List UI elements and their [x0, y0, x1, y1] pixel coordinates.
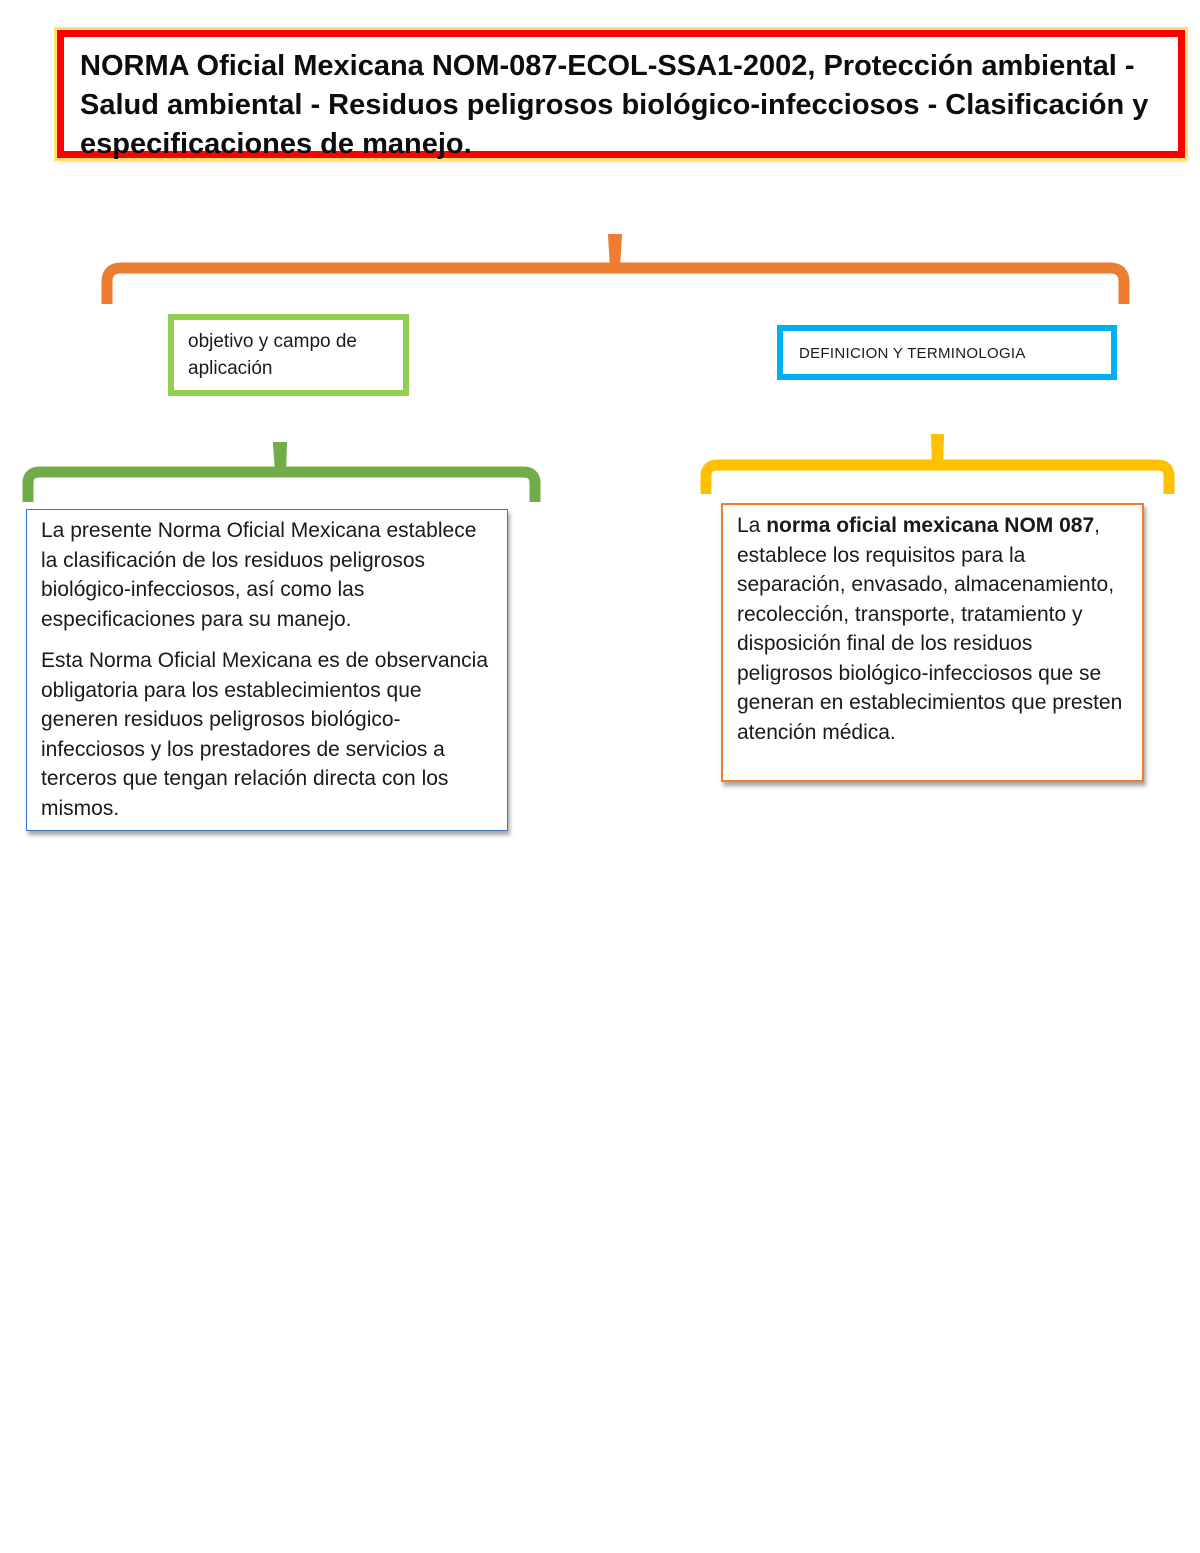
- definition-content-box: [721, 503, 1144, 782]
- diagram-title: NORMA Oficial Mexicana NOM-087-ECOL-SSA1-2002, Protección ambiental - Salud ambiental - Residuos peligrosos biológico-infecciosos - Clasificación y especificaciones de manejo.: [80, 50, 1149, 160]
- right-bracket: [706, 465, 1169, 494]
- objective-paragraph-2: Esta Norma Oficial Mexicana es de observancia obligatoria para los establecimientos que generen residuos peligrosos biológico-infecciosos y los prestadores de servicios a terceros que tengan relación directa con los mismos.: [41, 649, 489, 820]
- definition-label-box: [777, 325, 1117, 380]
- top-bracket: [107, 268, 1124, 304]
- left-bracket-stem: [275, 444, 285, 472]
- objective-paragraph-1: La presente Norma Oficial Mexicana establece la clasificación de los residuos peligrosos biológico-infecciosos, así como las especificaciones para su manejo.: [41, 519, 477, 631]
- right-bracket-stem: [933, 436, 942, 465]
- definition-rest: , establece los requisitos para la separación, envasado, almacenamiento, recolección, transporte, tratamiento y disposición final de los residuos peligrosos biológico-infecciosos que se generan en establecimientos que presten atención médica.: [737, 514, 1123, 744]
- definition-bold-term: norma oficial mexicana NOM 087: [766, 514, 1095, 537]
- definition-paragraph: [737, 511, 1132, 747]
- top-bracket-stem: [610, 236, 620, 268]
- definition-label: DEFINICION Y TERMINOLOGIA: [799, 345, 1026, 362]
- objective-label: objetivo y campo de aplicación: [188, 331, 357, 379]
- definition-lead: La: [737, 514, 767, 537]
- objective-label-box: [168, 314, 409, 396]
- left-bracket: [28, 472, 535, 502]
- objective-content-box: [26, 509, 508, 831]
